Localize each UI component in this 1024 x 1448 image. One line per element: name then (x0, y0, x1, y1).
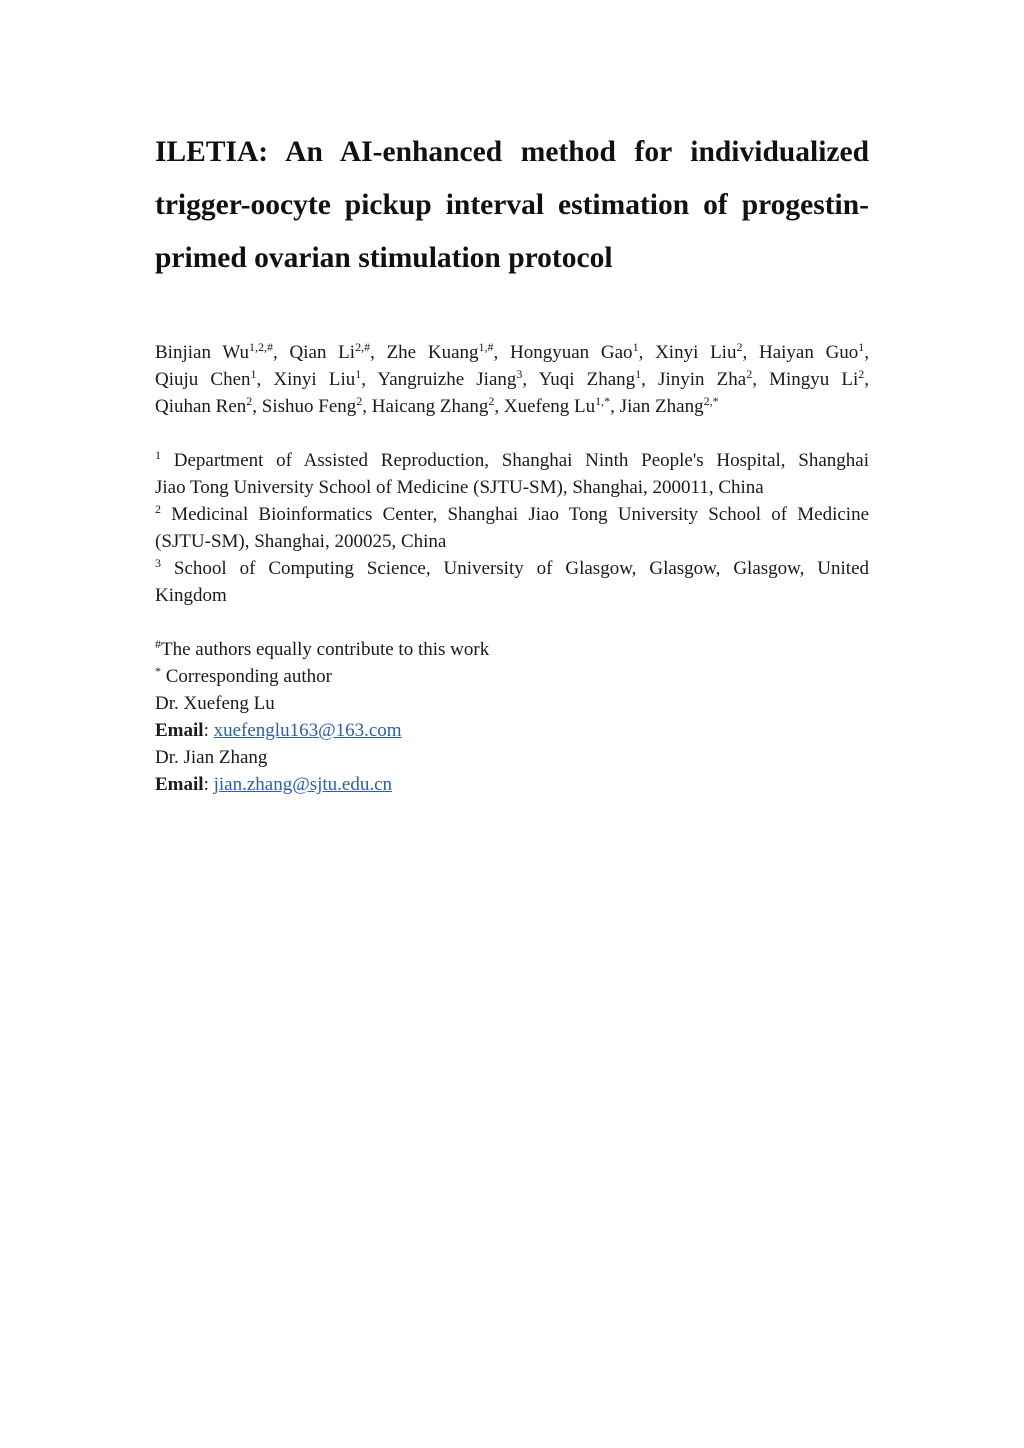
note-text: Corresponding author (165, 666, 332, 687)
author-name: Yangruizhe Jiang (377, 369, 517, 390)
author-affiliation: 1 (632, 340, 639, 354)
author-name: Mingyu Li (769, 369, 859, 390)
author-affiliation: 2 (246, 394, 253, 408)
affiliation-line (155, 555, 869, 582)
author-affiliation: 1,# (478, 340, 494, 354)
author-name: Sishuo Feng (261, 396, 357, 417)
note-symbol: # (155, 637, 161, 651)
affiliation-line (155, 447, 869, 474)
author-affiliation: 2 (488, 394, 495, 408)
author-name: Qiuhan Ren (155, 396, 247, 417)
author-affiliation: 2 (746, 367, 753, 381)
note-symbol: * (155, 664, 161, 678)
author-name: Qian Li (289, 342, 356, 363)
contact-name: Dr. Xuefeng Lu (155, 693, 275, 714)
affiliation-text: Department of Assisted Reproduction, Shanghai Ninth People's Hospital, Shanghai (173, 450, 869, 471)
affiliation-text: Kingdom (155, 585, 227, 606)
contact-email-row: Email: xuefenglu163@163.com (155, 720, 402, 741)
author-line: Qiuju Chen$^1$, Xinyi Liu$^1$, Yangruizhe Jiang$^3$, Yuqi Zhang$^1$, Jinyin Zha$^2$, Mingyu Li$^2$, (155, 367, 870, 390)
email-label: Email (155, 720, 204, 741)
affiliation-line (155, 501, 869, 528)
note-text: The authors equally contribute to this work (161, 639, 490, 660)
author-name: Jinyin Zha (658, 369, 747, 390)
paper-title (155, 126, 869, 285)
equal-contribution-note (155, 636, 869, 663)
affiliation-line (155, 582, 869, 609)
affiliation-text: Jiao Tong University School of Medicine (SJTU-SM), Shanghai, 200011, China (155, 477, 764, 498)
author-affiliation: 2,* (703, 394, 719, 408)
author-affiliation: 1 (858, 340, 865, 354)
author-name: Xinyi Liu (655, 342, 737, 363)
affiliation-text: (SJTU-SM), Shanghai, 200025, China (155, 531, 447, 552)
author-affiliation: 2 (858, 367, 865, 381)
author-name: Yuqi Zhang (538, 369, 636, 390)
author-line: Binjian $Wu^{1,2,\#}$, Qian $Li^{2,\#}$, Zhe Kuang$^{1,\#}$, Hongyuan Gao$^1$, Xinyi Liu$^2$, Haiyan Guo$^1$, (155, 340, 870, 363)
title-line: ILETIA: An AI-enhanced method for individualized (155, 136, 869, 168)
author-affiliation: 3 (516, 367, 523, 381)
author-affiliation: 1 (250, 367, 257, 381)
author-affiliation: 2 (736, 340, 743, 354)
author-list (155, 339, 869, 420)
author-name: Binjian Wu (155, 342, 250, 363)
affiliation-number: 1 (155, 448, 161, 462)
corresponding-author-note (155, 663, 869, 690)
author-notes (155, 636, 869, 798)
affiliation-list (155, 447, 869, 609)
email-link[interactable]: jian.zhang@sjtu.edu.cn (213, 774, 393, 795)
author-name: Haicang Zhang (371, 396, 489, 417)
author-name: Xuefeng Lu (503, 396, 596, 417)
author-name: Zhe Kuang (386, 342, 479, 363)
contact-name: Dr. Jian Zhang (155, 747, 268, 768)
author-line: Qiuhan Ren$^2$, Sishuo Feng$^2$, Haicang Zhang$^2$, Xuefeng $Lu^{1,*}$, Jian Zhang$^{2,*}$ (155, 394, 719, 417)
author-name: Haiyan Guo (758, 342, 859, 363)
email-label: Email (155, 774, 204, 795)
author-name: Hongyuan Gao (510, 342, 633, 363)
author-name: Qiuju Chen (155, 369, 251, 390)
affiliation-line (155, 528, 869, 555)
contact-email-row: Email: jian.zhang@sjtu.edu.cn (155, 774, 393, 795)
affiliation-line (155, 474, 869, 501)
author-affiliation: 2 (356, 394, 363, 408)
affiliation-number: 2 (155, 502, 161, 516)
affiliation-number: 3 (155, 556, 161, 570)
title-line: trigger-oocyte pickup interval estimation of progestin- (155, 189, 869, 221)
email-link[interactable]: xuefenglu163@163.com (213, 720, 402, 741)
title-line: primed ovarian stimulation protocol (155, 242, 613, 274)
author-affiliation: 1 (355, 367, 362, 381)
author-affiliation: 1,2,# (249, 340, 274, 354)
paper-first-page (155, 126, 869, 798)
author-affiliation: 2,# (355, 340, 371, 354)
author-name: Jian Zhang (619, 396, 704, 417)
author-affiliation: 1,* (595, 394, 611, 408)
author-affiliation: 1 (635, 367, 642, 381)
affiliation-text: Medicinal Bioinformatics Center, Shanghai Jiao Tong University School of Medicine (171, 504, 869, 525)
author-name: Xinyi Liu (273, 369, 356, 390)
affiliation-text: School of Computing Science, University of Glasgow, Glasgow, Glasgow, United (173, 558, 870, 579)
